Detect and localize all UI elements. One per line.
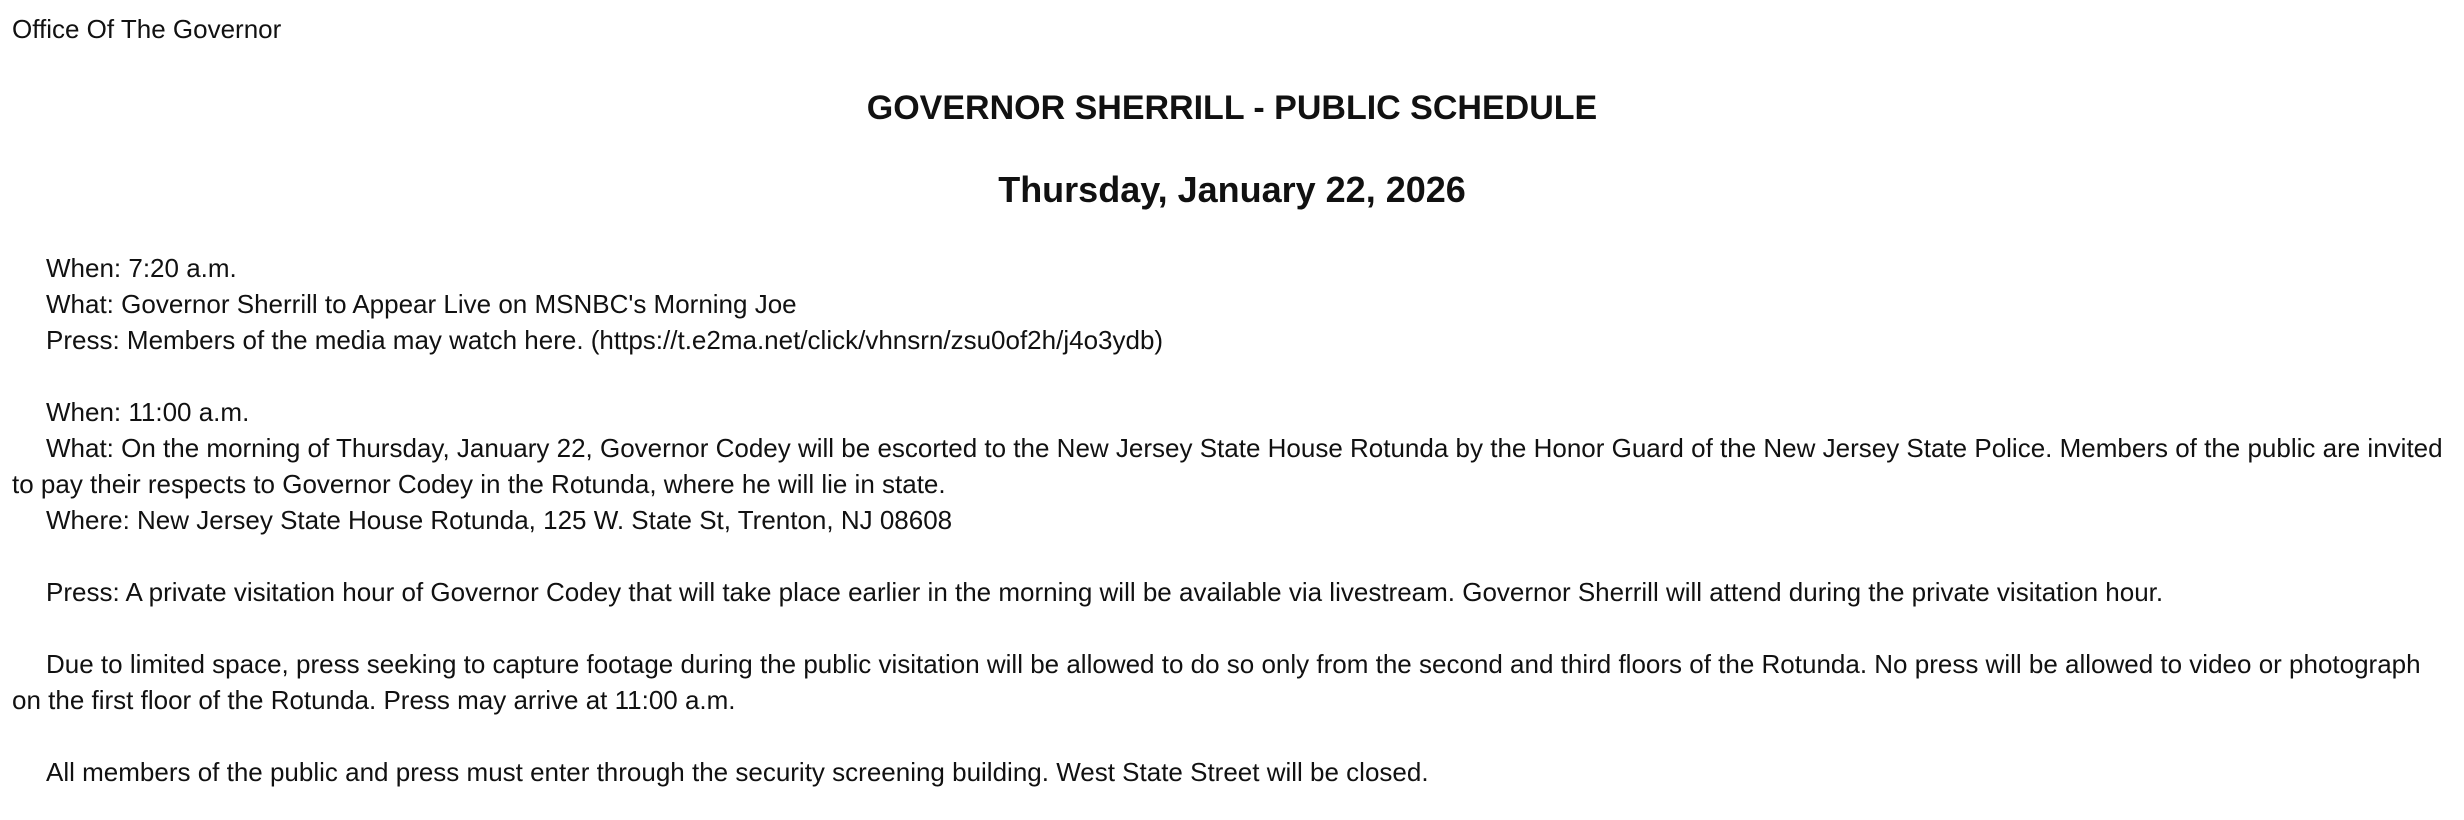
event-1 <box>12 250 2452 358</box>
spacer <box>12 538 2452 574</box>
event-1-press: Press: Members of the media may watch here. (https://t.e2ma.net/click/vhnsrn/zsu0of2h/j4o3ydb) <box>46 325 1164 355</box>
schedule-title: GOVERNOR SHERRILL - PUBLIC SCHEDULE <box>866 89 1598 127</box>
event-2-when: When: 11:00 a.m. <box>46 397 250 427</box>
event-2-press: Press: A private visitation hour of Governor Codey that will take place earlier in the morning will be available via livestream. Governor Sherrill will attend during the private visitation hour. <box>46 577 2164 607</box>
schedule-date: Thursday, January 22, 2026 <box>998 169 1466 210</box>
event-2-security-note: All members of the public and press must enter through the security screening building. West State Street will be closed. <box>46 757 1429 787</box>
event-2-what: What: On the morning of Thursday, January 22, Governor Codey will be escorted to the New Jersey State House Rotunda by the Honor Guard of the New Jersey State Police. Members of the public are invited to pay their respects to Governor Codey in the Rotunda, where he will lie in state. <box>12 433 2443 499</box>
spacer <box>12 610 2452 646</box>
event-1-when: When: 7:20 a.m. <box>46 253 237 283</box>
spacer <box>12 718 2452 754</box>
event-2-space-note: Due to limited space, press seeking to capture footage during the public visitation will be allowed to do so only from the second and third floors of the Rotunda. No press will be allowed to video or photograph on the first floor of the Rotunda. Press may arrive at 11:00 a.m. <box>12 649 2421 715</box>
office-label: Office Of The Governor <box>12 14 282 44</box>
event-1-what: What: Governor Sherrill to Appear Live on MSNBC's Morning Joe <box>46 289 797 319</box>
event-2 <box>12 394 2452 790</box>
event-2-where: Where: New Jersey State House Rotunda, 125 W. State St, Trenton, NJ 08608 <box>46 505 953 535</box>
